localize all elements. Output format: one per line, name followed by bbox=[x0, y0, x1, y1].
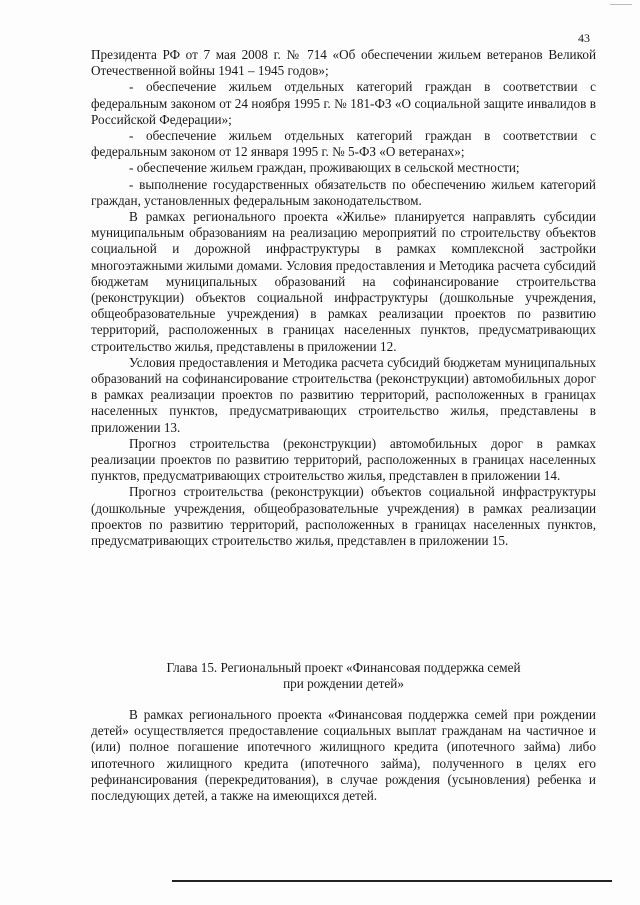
paragraph: В рамках регионального проекта «Жилье» планируется направлять субсидии муниципальным образованиям на реализацию мероприятий по строительству объектов социальной и дорожной инфраструктуры в рамках комплексной застройки многоэтажными жилыми домами. Условия предоставления и Методика расчета субсидий бюджетам муниципальных образований на софинансирование строительства (реконструкции) объектов социальной инфраструктуры (дошкольные учреждения, общеобразовательные учреждения) в рамках реализации проектов по развитию территорий, расположенных в границах населенных пунктов, предусматривающих строительство жилья, представлены в приложении 12. bbox=[91, 209, 596, 354]
chapter-title-line-2: при рождении детей» bbox=[283, 676, 404, 692]
paragraph: Прогноз строительства (реконструкции) объектов социальной инфраструктуры (дошкольные учреждения, общеобразовательные учреждения) в рамках реализации проектов по развитию территорий, расположенных в границах населенных пунктов, предусматривающих строительство жилья, представлен в приложении 15. bbox=[91, 484, 596, 549]
body-text bbox=[91, 47, 596, 549]
paragraph: - выполнение государственных обязательств по обеспечению жильем категорий граждан, установленных федеральным законодательством. bbox=[91, 176, 596, 208]
paragraph: Прогноз строительства (реконструкции) автомобильных дорог в рамках реализации проектов по развитию территорий, расположенных в границах населенных пунктов, предусматривающих строительство жилья, представлен в приложении 14. bbox=[91, 435, 596, 484]
page-number: 43 bbox=[578, 31, 590, 45]
chapter-heading bbox=[91, 660, 596, 692]
paragraph: Условия предоставления и Методика расчета субсидий бюджетам муниципальных образований на софинансирование строительства (реконструкции) автомобильных дорог в рамках реализации проектов по развитию территорий, расположенных в границах населенных пунктов, предусматривающих строительство жилья, представлены в приложении 13. bbox=[91, 354, 596, 435]
paragraph: - обеспечение жильем отдельных категорий граждан в соответствии с федеральным законом от 12 января 1995 г. № 5-ФЗ «О ветеранах»; bbox=[91, 128, 596, 160]
paragraph: - обеспечение жильем граждан, проживающих в сельской местности; bbox=[129, 160, 520, 176]
scan-mark bbox=[610, 4, 632, 5]
footer-rule bbox=[172, 880, 612, 882]
paragraph: - обеспечение жильем отдельных категорий граждан в соответствии с федеральным законом от 24 ноября 1995 г. № 181-ФЗ «О социальной защите инвалидов в Российской Федерации»; bbox=[91, 79, 596, 127]
paragraph: Президента РФ от 7 мая 2008 г. № 714 «Об обеспечении жильем ветеранов Великой Отечественной войны 1941 – 1945 годов»; bbox=[91, 47, 596, 79]
chapter-title-line-1: Глава 15. Региональный проект «Финансовая поддержка семей bbox=[166, 660, 521, 675]
chapter-paragraph: В рамках регионального проекта «Финансовая поддержка семей при рождении детей» осуществляется предоставление социальных выплат гражданам на частичное и (или) полное погашение ипотечного жилищного кредита (ипотечного займа) либо ипотечного жилищного кредита (ипотечного займа), полученного в целях его рефинансирования (перекредитования), в случае рождения (усыновления) ребенка и последующих детей, а также на имеющихся детей. bbox=[91, 707, 596, 804]
